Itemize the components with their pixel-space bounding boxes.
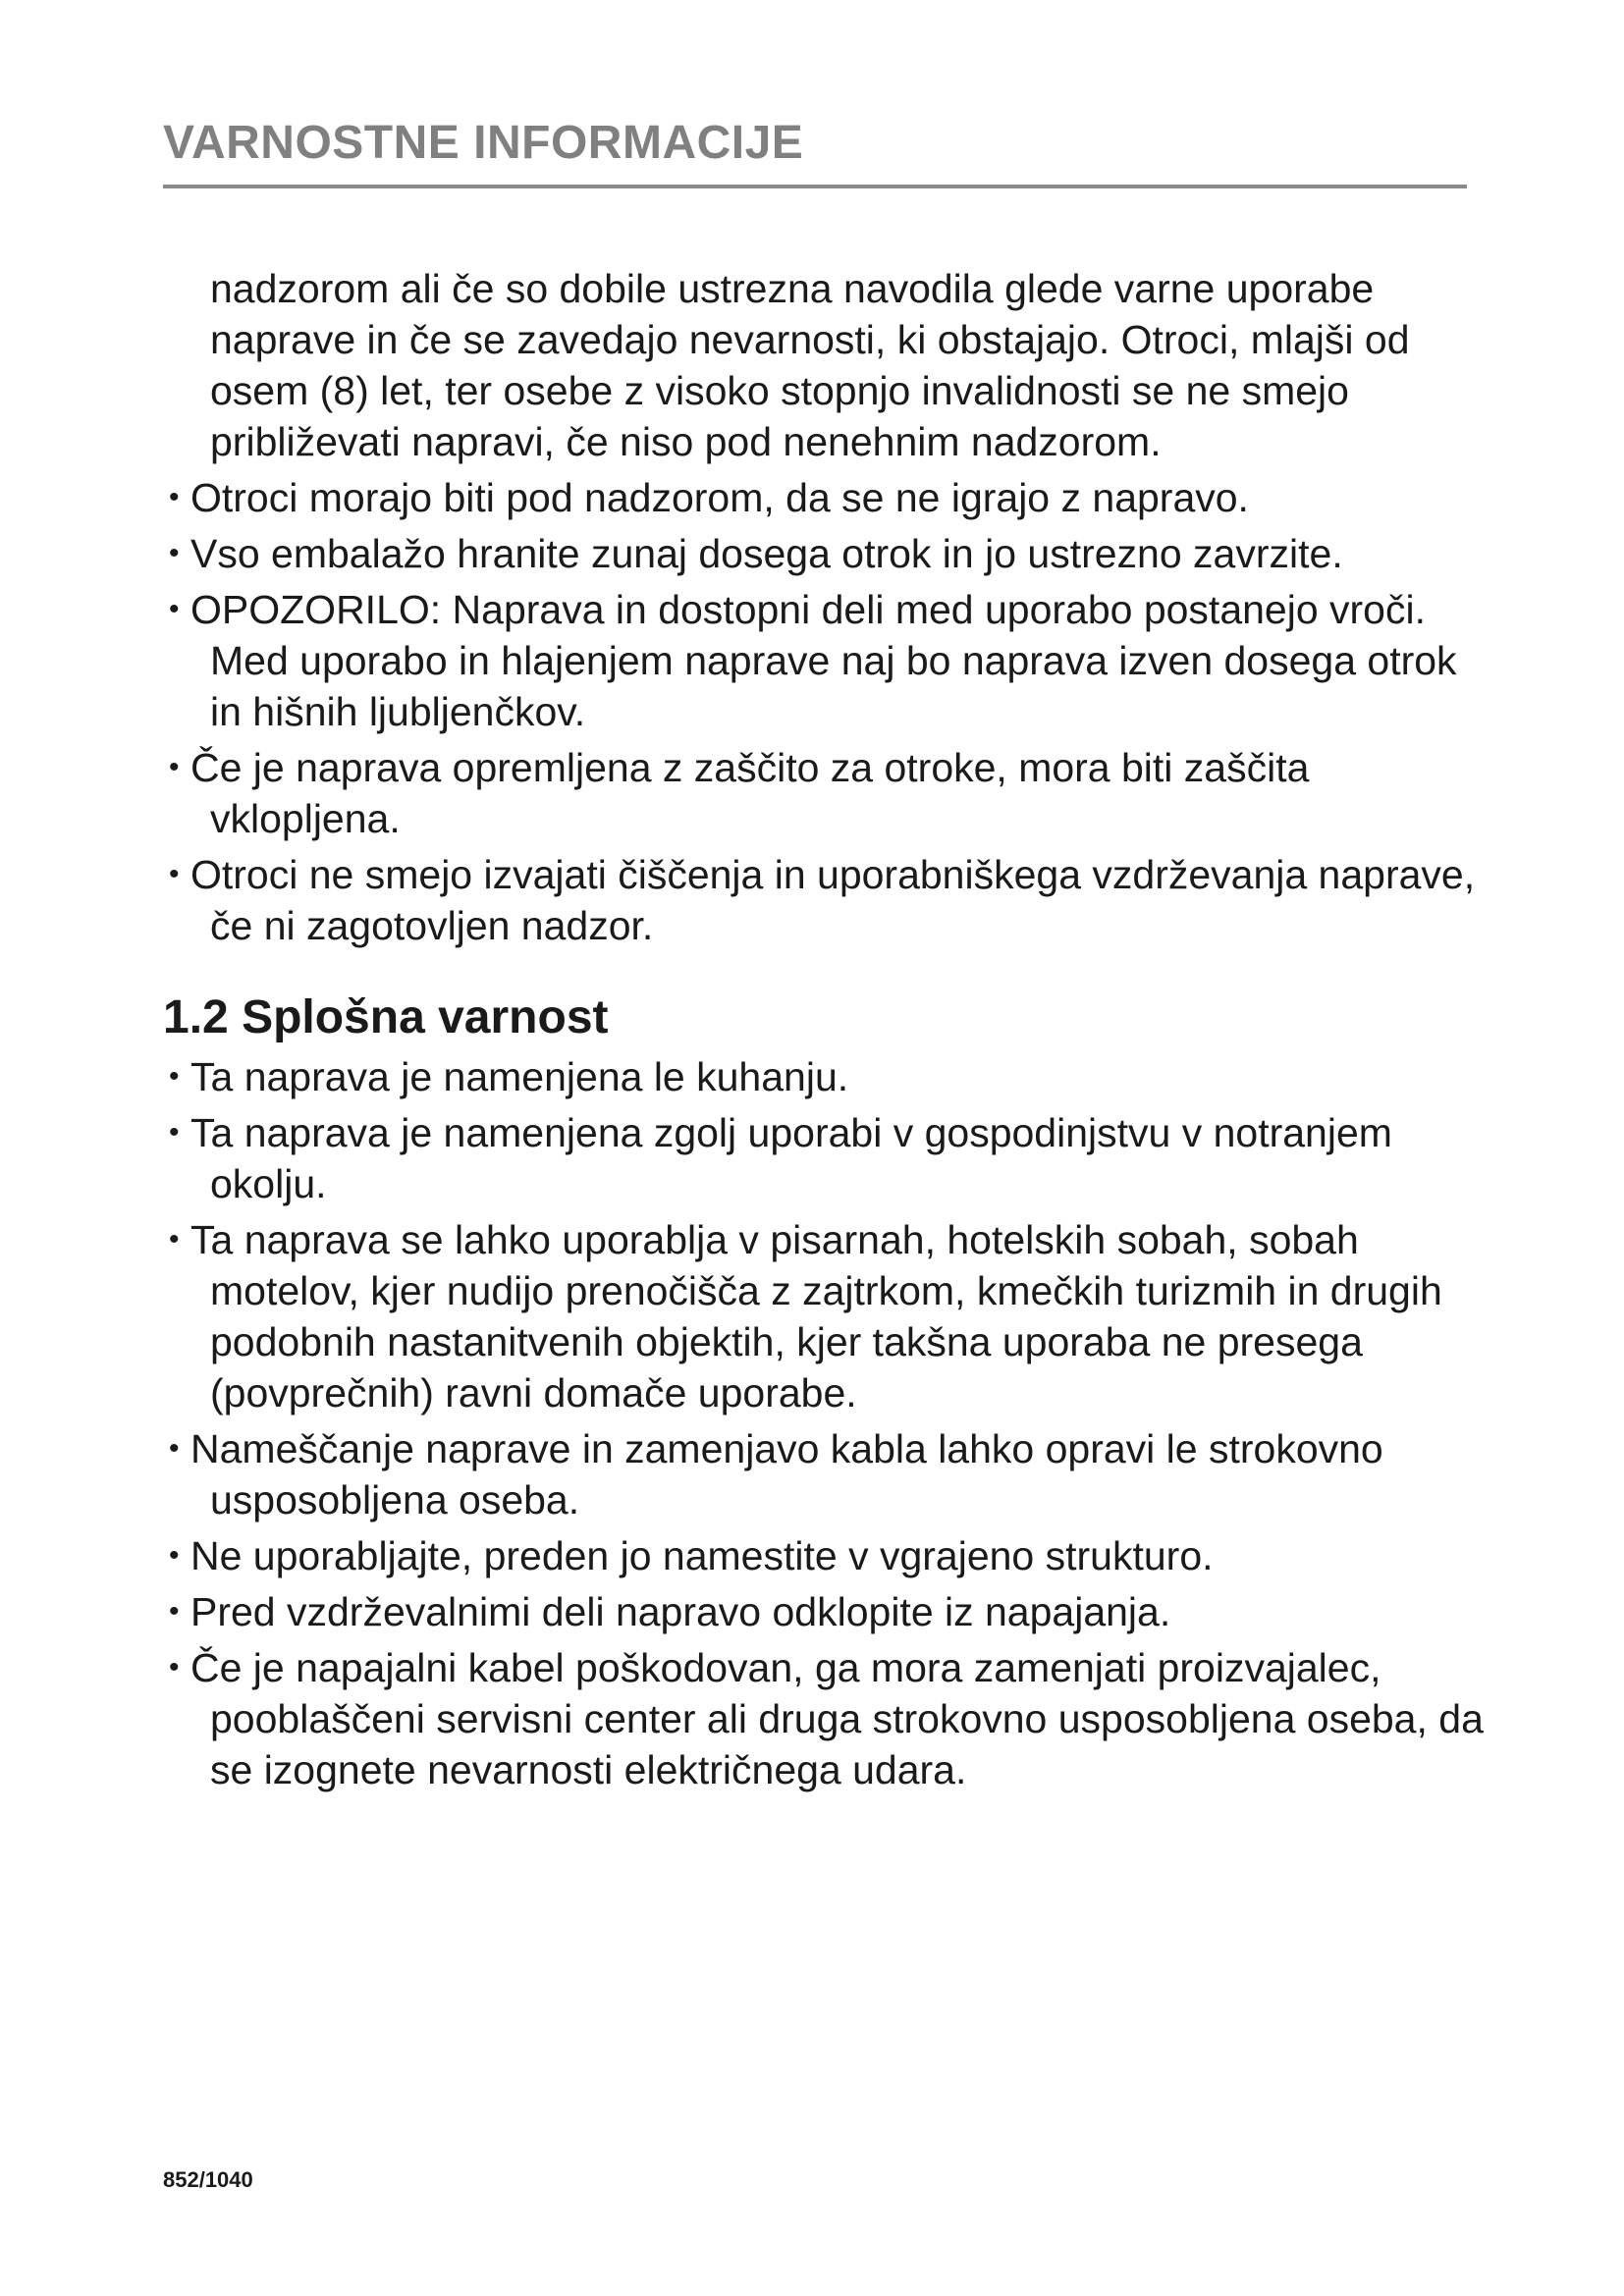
bullet-icon: •: [169, 1116, 180, 1148]
page-header: [163, 117, 1467, 188]
bullet-icon: •: [169, 1223, 180, 1255]
bullet-icon: •: [169, 481, 180, 513]
bullet-icon: •: [169, 1432, 180, 1465]
bullet-icon: •: [169, 593, 180, 625]
list-item-text: Otroci morajo biti pod nadzorom, da se ne igrajo z napravo.: [190, 475, 1249, 520]
list-item-text: Otroci ne smejo izvajati čiščenja in uporabniškega vzdrževanja naprave, če ni zagotovljen nadzor.: [190, 852, 1476, 948]
list-item-text: Ne uporabljajte, preden jo namestite v vgrajeno strukturo.: [190, 1533, 1214, 1578]
bullet-icon: •: [169, 1060, 180, 1093]
list-item-text: Nameščanje naprave in zamenjavo kabla lahko opravi le strokovno usposobljena oseba.: [190, 1426, 1383, 1522]
list-item-text: Če je naprava opremljena z zaščito za otroke, mora biti zaščita vklopljena.: [190, 745, 1310, 841]
bullet-icon: •: [169, 1539, 180, 1572]
document-body: [163, 263, 1489, 1795]
list-item: [163, 528, 1489, 579]
list-item-text: Vso embalažo hranite zunaj dosega otrok in jo ustrezno zavrzite.: [190, 531, 1343, 576]
page-number: 852/1040: [163, 2167, 253, 2192]
list-item-text: Pred vzdrževalnimi deli napravo odklopite iz napajanja.: [190, 1589, 1171, 1634]
list-item: [163, 472, 1489, 523]
intro-paragraph: nadzorom ali če so dobile ustrezna navodila glede varne uporabe naprave in če se zavedajo nevarnosti, ki obstajajo. Otroci, mlajši od osem (8) let, ter osebe z visoko stopnjo invalidnosti se ne smejo približevati napravi, če niso pod nenehnim nadzorom.: [210, 266, 1410, 464]
list-item-text: OPOZORILO: Naprava in dostopni deli med uporabo postanejo vroči. Med uporabo in hlajenjem naprave naj bo naprava izven dosega otrok in hišnih ljubljenčkov.: [190, 587, 1457, 734]
list-item-text: Ta naprava je namenjena zgolj uporabi v gospodinjstvu v notranjem okolju.: [190, 1110, 1392, 1206]
list-item: [163, 1642, 1489, 1795]
bullet-icon: •: [169, 751, 180, 783]
list-item-text: Ta naprava je namenjena le kuhanju.: [190, 1054, 849, 1099]
bullet-icon: •: [169, 537, 180, 569]
list-item: [163, 1530, 1489, 1581]
list-item: [163, 1051, 1489, 1102]
bullet-icon: •: [169, 1651, 180, 1683]
bullet-icon: •: [169, 1595, 180, 1628]
list-item: [163, 1107, 1489, 1209]
general-safety-list: [163, 1051, 1489, 1795]
bullet-icon: •: [169, 858, 180, 890]
list-item: [163, 584, 1489, 737]
child-safety-list: [163, 472, 1489, 951]
list-item-text: Če je napajalni kabel poškodovan, ga mora zamenjati proizvajalec, pooblaščeni servisni center ali druga strokovno usposobljena oseba, da se izognete nevarnosti električnega udara.: [190, 1645, 1484, 1792]
section-heading: 1.2 Splošna varnost: [163, 991, 609, 1043]
header-divider: [163, 185, 1467, 188]
list-item-text: Ta naprava se lahko uporablja v pisarnah, hotelskih sobah, sobah motelov, kjer nudijo prenočišča z zajtrkom, kmečkih turizmih in drugih podobnih nastanitvenih objektih, kjer takšna uporaba ne presega (povprečnih) ravni domače uporabe.: [190, 1217, 1442, 1415]
list-item: [163, 1423, 1489, 1525]
list-item: [163, 1214, 1489, 1418]
page-title: VARNOSTNE INFORMACIJE: [163, 117, 804, 169]
list-item: [163, 742, 1489, 844]
list-item: [163, 849, 1489, 951]
list-item: [163, 1586, 1489, 1637]
